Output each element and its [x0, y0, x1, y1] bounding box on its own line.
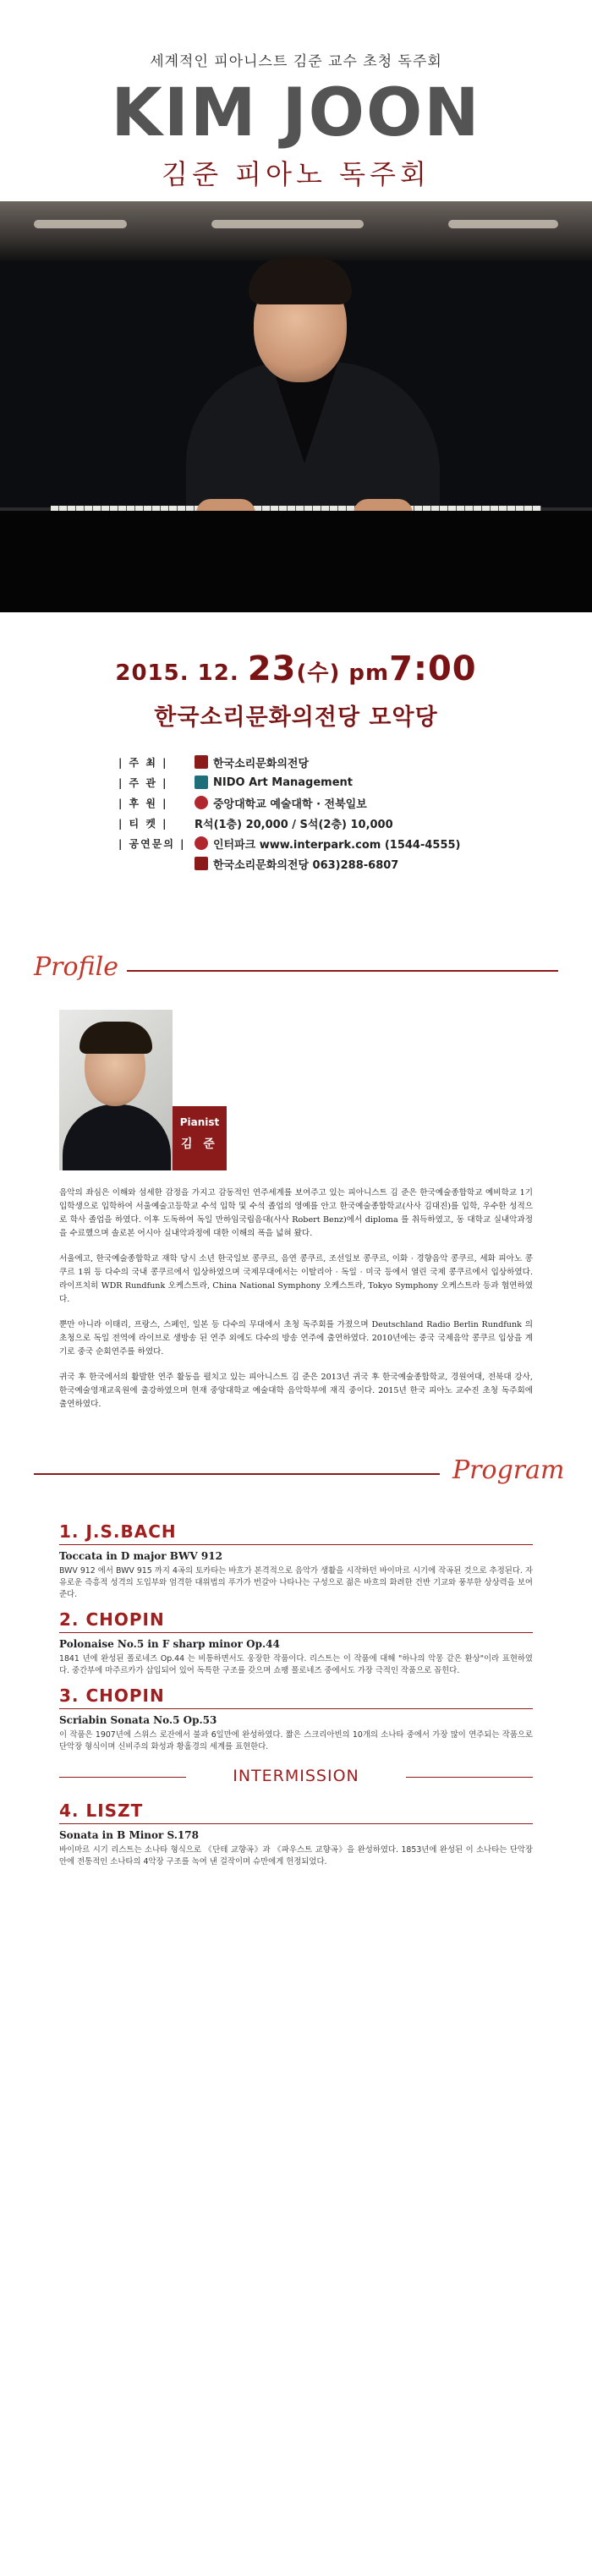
credit-value: NIDO Art Management	[213, 776, 353, 789]
credit-row	[118, 792, 474, 813]
host-logo-icon	[195, 755, 208, 769]
stage-lamp	[448, 220, 558, 228]
pianist-hair	[249, 257, 352, 304]
hero-photo	[0, 201, 592, 612]
header-subtitle: 세계적인 피아니스트 김준 교수 초청 독주회	[150, 53, 442, 70]
profile-biography	[0, 1175, 592, 1411]
profile-portrait-block	[0, 1001, 592, 1175]
program-piece	[59, 1521, 533, 1601]
piece-composer: 3. CHOPIN	[59, 1685, 533, 1709]
piece-work: Sonata in B Minor S.178	[59, 1829, 199, 1841]
date-weekday: (수)	[296, 660, 341, 686]
footer-band	[0, 2564, 592, 2576]
bio-paragraph: 음악의 좌심은 이해와 섬세한 감정을 가지고 감동적인 연주세계를 보여주고 있는 피아니스트 김 준은 한국예술종합학교 예비학교 1기 입학생으로 입학하여 서울예술고등학교 수석 입학 및 수석 졸업의 영예를 안고 한국예술종합학교(사사 김대진)를 입학, 우수한 성적으로 학사 졸업을 하였다. 이후 도독하여 독일 만하임국립음대(사사 Robert Benz)에서 diploma 를 취득하였고, 동 대학교 실내악과정을 수료했으며 솔로본 어시아 실내악과정에 대한 이해의 폭을 넓혀 왔다.	[59, 1188, 533, 1238]
bio-paragraph: 서울에고, 한국예술종합학교 재학 당시 소년 한국일보 콩쿠르, 음연 콩쿠르, 조선일보 콩쿠르, 이화 · 경향음악 콩쿠르, 세화 피아노 콩쿠르 1위 등 다수의 국내 콩쿠르에서 입상하였으며 국제무대에서는 이탈리아 · 독일 · 미국 등에서 열린 국제 콩쿠르에서 입상하였다. 라이프치히 WDR Rundfunk 오케스트라, China National Symphony 오케스트라, Tokyo Symphony 오케스트라 등과 협연하였다.	[59, 1254, 533, 1304]
credit-row	[118, 752, 474, 772]
tag-english: Pianist	[179, 1116, 220, 1128]
credit-key: | 후 원 |	[118, 797, 168, 809]
piano-body	[0, 511, 592, 612]
credit-value: 한국소리문화의전당 063)288-6807	[213, 858, 399, 872]
stage-lamp	[34, 220, 127, 228]
poster-header	[0, 0, 592, 201]
piece-composer: 1. J.S.BACH	[59, 1521, 533, 1545]
date-prefix: 2015. 12.	[115, 660, 239, 686]
tag-korean: 김 준	[181, 1137, 218, 1151]
stage-lamp	[211, 220, 364, 228]
program-piece	[59, 1609, 533, 1677]
piece-composer: 4. LISZT	[59, 1800, 533, 1824]
program-title: Program	[452, 1455, 565, 1485]
piece-description: 바이마르 시기 리스트는 소나타 형식으로 《단테 교향곡》과 《파우스트 교향곡》을 완성하였다. 1853년에 완성된 이 소나타는 단악장 안에 전통적인 소나타의 4악장 구조를 녹여 낸 걸작이며 슈만에게 헌정되었다.	[59, 1845, 533, 1866]
piece-description: 1841 년에 완성된 폴로네즈 Op.44 는 비통하면서도 웅장한 작품이다. 리스트는 이 작품에 대해 "하나의 악몽 같은 환상"이라 표현하였다. 중간부에 마주르카가 삽입되어 있어 독특한 구조를 갖으며 쇼팽 폴로네즈 중에서도 가장 극적인 작품으로 꼽힌다.	[59, 1654, 533, 1675]
stage-lights	[0, 201, 592, 260]
credits-list	[118, 752, 474, 874]
credit-value: 중앙대학교 예술대학 · 전북일보	[213, 797, 367, 811]
credit-value: R석(1층) 20,000 / S석(2층) 10,000	[195, 818, 393, 831]
program-list	[0, 1521, 592, 1868]
credit-value: 한국소리문화의전당	[213, 757, 310, 770]
event-venue: 한국소리문화의전당 모악당	[154, 704, 438, 731]
bio-paragraph: 뿐만 아니라 이태리, 프랑스, 스페인, 일본 등 다수의 무대에서 초청 독주회를 가졌으며 Deutschland Radio Berlin Rundfunk 의 초청으로 독일 전역에 라이브로 생방송 된 연주 외에도 다수의 방송 연주에 출연하였다. 2010년에는 중국 국제음악 콩쿠르 입상을 계기로 중국 순회연주를 하였다.	[59, 1320, 533, 1357]
date-day: 23	[247, 649, 297, 688]
program-heading	[0, 1445, 592, 1504]
intermission-label: INTERMISSION	[59, 1767, 533, 1785]
profile-title: Profile	[34, 952, 118, 982]
heading-rule	[34, 1473, 440, 1475]
profile-heading	[0, 942, 592, 1001]
hall-logo-icon	[195, 857, 208, 870]
credit-key: | 티 켓 |	[118, 817, 168, 830]
credit-value: 인터파크 www.interpark.com (1544-4555)	[213, 838, 461, 852]
concert-title: 김준 피아노 독주회	[162, 158, 430, 190]
piece-work: Toccata in D major BWV 912	[59, 1550, 222, 1562]
pianist-portrait	[59, 1010, 173, 1170]
piece-description: BWV 912 에서 BWV 915 까지 4곡의 토카타는 바흐가 본격적으로 음악가 생활을 시작하던 바이마르 시기에 작곡된 것으로 추정된다. 자유로운 즉흥적 성격의 도입부와 엄격한 대위법의 푸가가 번갈아 나타나는 구성으로 젊은 바흐의 화려한 건반 기교와 풍부한 상상력을 보여준다.	[59, 1566, 533, 1599]
program-piece	[59, 1800, 533, 1868]
event-date	[0, 649, 592, 688]
program-piece	[59, 1685, 533, 1753]
organizer-logo-icon	[195, 776, 208, 789]
interpark-logo-icon	[195, 836, 208, 850]
credit-row	[118, 853, 474, 874]
piece-work: Polonaise No.5 in F sharp minor Op.44	[59, 1638, 280, 1650]
pianist-name: KIM JOON	[111, 75, 481, 151]
event-time: 7:00	[389, 649, 477, 688]
event-info	[0, 612, 592, 942]
sponsor-logo-icon	[195, 796, 208, 809]
credit-key: | 공연문의 |	[118, 837, 186, 850]
piece-work: Scriabin Sonata No.5 Op.53	[59, 1714, 217, 1726]
credit-key: | 주 관 |	[118, 776, 168, 789]
pianist-tag	[173, 1106, 227, 1170]
heading-rule	[127, 970, 558, 972]
piece-composer: 2. CHOPIN	[59, 1609, 533, 1633]
credit-row	[118, 813, 474, 833]
credit-row	[118, 772, 474, 792]
credit-row	[118, 833, 474, 853]
time-prefix: pm	[348, 660, 390, 686]
bio-paragraph: 귀국 후 한국에서의 활발한 연주 활동을 펼치고 있는 피아니스트 김 준은 2013년 귀국 후 한국예술종합학교, 경원여대, 전북대 강사, 한국예술영재교육원에 출강하였으며 현재 중앙대학교 예술대학 음악학부에 재직 중이다. 2015년 한국 피아노 교수진 초청 독주회에 출연하였다.	[59, 1373, 533, 1409]
credit-key: | 주 최 |	[118, 756, 168, 769]
piece-description: 이 작품은 1907년에 스위스 로잔에서 불과 6일만에 완성하였다. 짧은 스크리아빈의 10개의 소나타 중에서 가장 많이 연주되는 작품으로 단악장 형식이며 신비주의 화성과 황홀경의 세계를 표현한다.	[59, 1730, 533, 1751]
